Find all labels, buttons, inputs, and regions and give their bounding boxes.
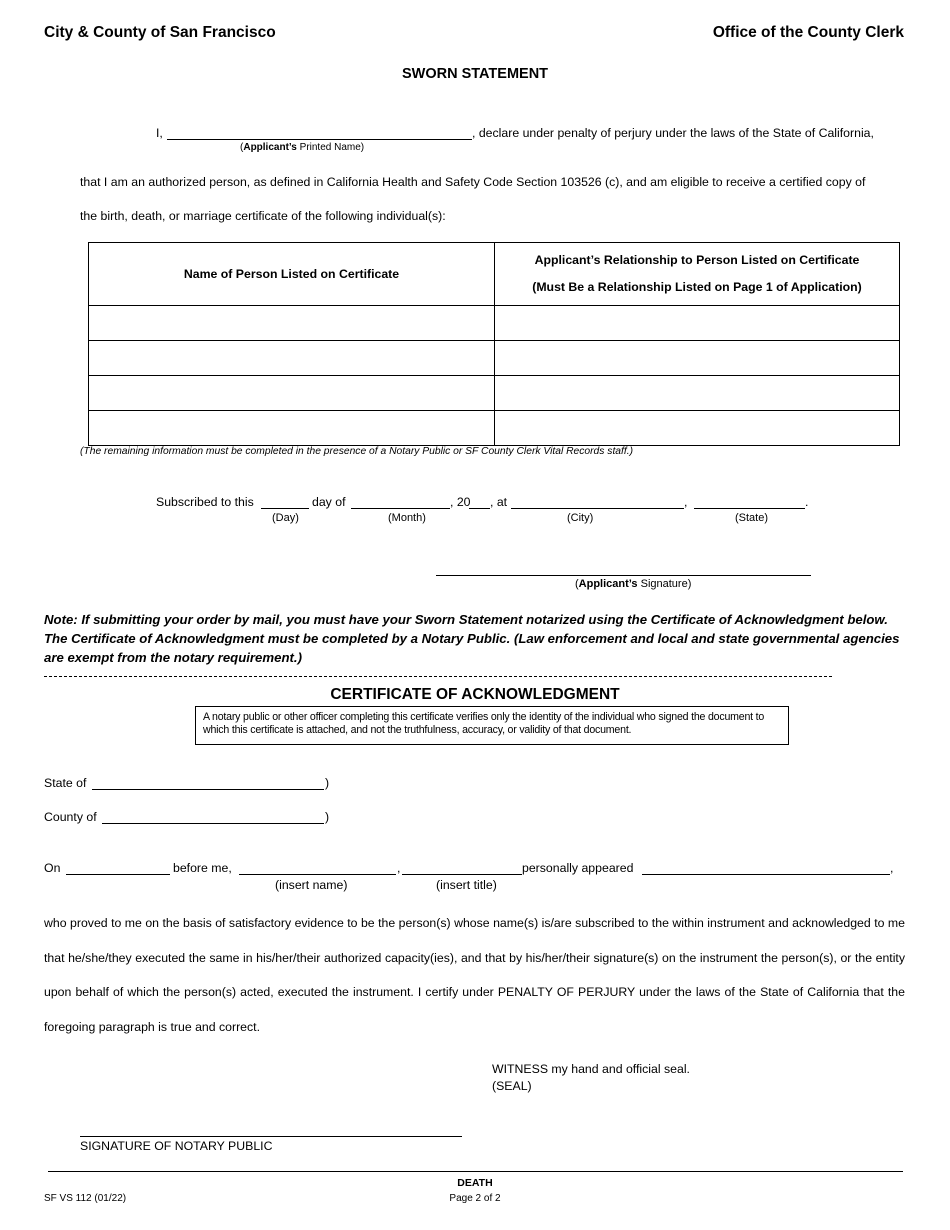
printed-name-caption-rest: Printed Name) — [296, 142, 365, 153]
table-row — [89, 376, 900, 411]
notary-signature-field[interactable] — [80, 1136, 462, 1137]
notary-title-field[interactable] — [402, 874, 522, 875]
agency-name: City & County of San Francisco — [44, 24, 276, 41]
county-of-label: County of — [44, 810, 97, 824]
cut-line-divider — [44, 676, 832, 677]
declaration-line-2: that I am an authorized person, as defined in California Health and Safety Code Section 103526 (c), and am eligible to receive a certified copy of — [80, 175, 866, 189]
city-field[interactable] — [511, 508, 684, 509]
city-caption: (City) — [567, 512, 594, 524]
col-header-relationship-line1: Applicant’s Relationship to Person Listed on Certificate — [534, 253, 860, 267]
signature-caption-bold: Applicant’s — [578, 578, 638, 590]
personally-appeared-label: personally appeared — [522, 861, 634, 875]
col-header-relationship-line2: (Must Be a Relationship Listed on Page 1 of Application) — [532, 280, 862, 294]
relationship-cell[interactable] — [495, 306, 900, 341]
county-of-field[interactable] — [102, 823, 324, 824]
signature-caption-rest: Signature) — [637, 578, 692, 590]
declaration-line-3: the birth, death, or marriage certificate of the following individual(s): — [80, 209, 446, 223]
form-id: SF VS 112 (01/22) — [44, 1193, 127, 1204]
certificate-title: CERTIFICATE OF ACKNOWLEDGMENT — [330, 686, 620, 703]
at-label: , at — [490, 495, 508, 509]
before-me-label: before me, — [173, 861, 232, 875]
seal-label: (SEAL) — [492, 1079, 532, 1093]
county-of-paren: ) — [325, 810, 330, 824]
day-caption: (Day) — [272, 512, 299, 524]
city-comma: , — [684, 495, 688, 509]
relationship-cell[interactable] — [495, 411, 900, 446]
page-title: SWORN STATEMENT — [401, 66, 549, 82]
on-label: On — [44, 861, 61, 875]
col-header-relationship — [495, 243, 900, 306]
state-period: . — [805, 495, 809, 509]
state-field[interactable] — [694, 508, 805, 509]
state-of-paren: ) — [325, 776, 330, 790]
date-field[interactable] — [66, 874, 170, 875]
table-row — [89, 411, 900, 446]
witness-statement: WITNESS my hand and official seal. — [492, 1062, 690, 1076]
individuals-table — [88, 242, 900, 446]
mail-note: Note: If submitting your order by mail, you must have your Sworn Statement notarized using the Certificate of Acknowledgment below. The Certificate of Acknowledgment must be completed by a Notary Public. (Law enforcement and local and state governmental agencies are exempt from the notary requirement.) — [44, 612, 900, 665]
table-row — [89, 306, 900, 341]
state-caption: (State) — [735, 512, 769, 524]
relationship-cell[interactable] — [495, 341, 900, 376]
table-header-row — [89, 243, 900, 306]
printed-name-caption-bold: Applicant’s — [243, 142, 297, 153]
subscribed-label: Subscribed to this — [156, 495, 254, 509]
applicant-printed-name-field[interactable] — [167, 139, 472, 140]
insert-title-caption: (insert title) — [436, 878, 497, 892]
day-of-label: day of — [312, 495, 346, 509]
year-prefix-label: , 20 — [450, 495, 471, 509]
year-field[interactable] — [469, 508, 490, 509]
person-name-cell[interactable] — [89, 411, 495, 446]
month-field[interactable] — [351, 508, 450, 509]
record-type: DEATH — [457, 1177, 493, 1189]
notary-disclaimer-box: A notary public or other officer completing this certificate verifies only the identity of the individual who signed the document to which this certificate is attached, and not the truthfulness, accuracy, or validity of that document. — [195, 706, 789, 745]
person-name-cell[interactable] — [89, 306, 495, 341]
table-row — [89, 341, 900, 376]
printed-name-caption: (Applicant’s Printed Name) — [240, 142, 365, 153]
office-name: Office of the County Clerk — [712, 24, 904, 41]
insert-name-caption: (insert name) — [275, 878, 348, 892]
relationship-cell[interactable] — [495, 376, 900, 411]
acknowledgment-paragraph: who proved to me on the basis of satisfactory evidence to be the person(s) whose name(s) is/are subscribed to the within instrument and acknowledged to me that he/she/they executed the same in his/her/their authorized capacity(ies), and that by his/her/their signature(s) on the instrument the person(s), or the entity upon behalf of which the person(s) acted, executed the instrument. I certify under PENALTY OF PERJURY under the laws of the State of California that the foregoing paragraph is true and correct. — [44, 916, 905, 1034]
page-number: Page 2 of 2 — [449, 1193, 501, 1204]
appeared-person-field[interactable] — [642, 874, 890, 875]
applicant-signature-field[interactable] — [436, 575, 811, 576]
notary-signature-label: SIGNATURE OF NOTARY PUBLIC — [80, 1139, 273, 1153]
state-of-field[interactable] — [92, 789, 324, 790]
name-comma: , — [397, 861, 401, 875]
notary-name-field[interactable] — [239, 874, 396, 875]
declaration-suffix: , declare under penalty of perjury under the laws of the State of California, — [472, 126, 874, 140]
presence-note: (The remaining information must be completed in the presence of a Notary Public or SF County Clerk Vital Records staff.) — [80, 446, 634, 457]
appeared-comma: , — [890, 861, 894, 875]
person-name-cell[interactable] — [89, 376, 495, 411]
state-of-label: State of — [44, 776, 87, 790]
person-name-cell[interactable] — [89, 341, 495, 376]
footer-rule — [48, 1171, 903, 1172]
col-header-name: Name of Person Listed on Certificate — [89, 243, 495, 306]
declaration-prefix: I, — [156, 126, 163, 140]
day-field[interactable] — [261, 508, 309, 509]
month-caption: (Month) — [388, 512, 426, 524]
signature-caption: (Applicant’s Signature) — [575, 578, 692, 590]
